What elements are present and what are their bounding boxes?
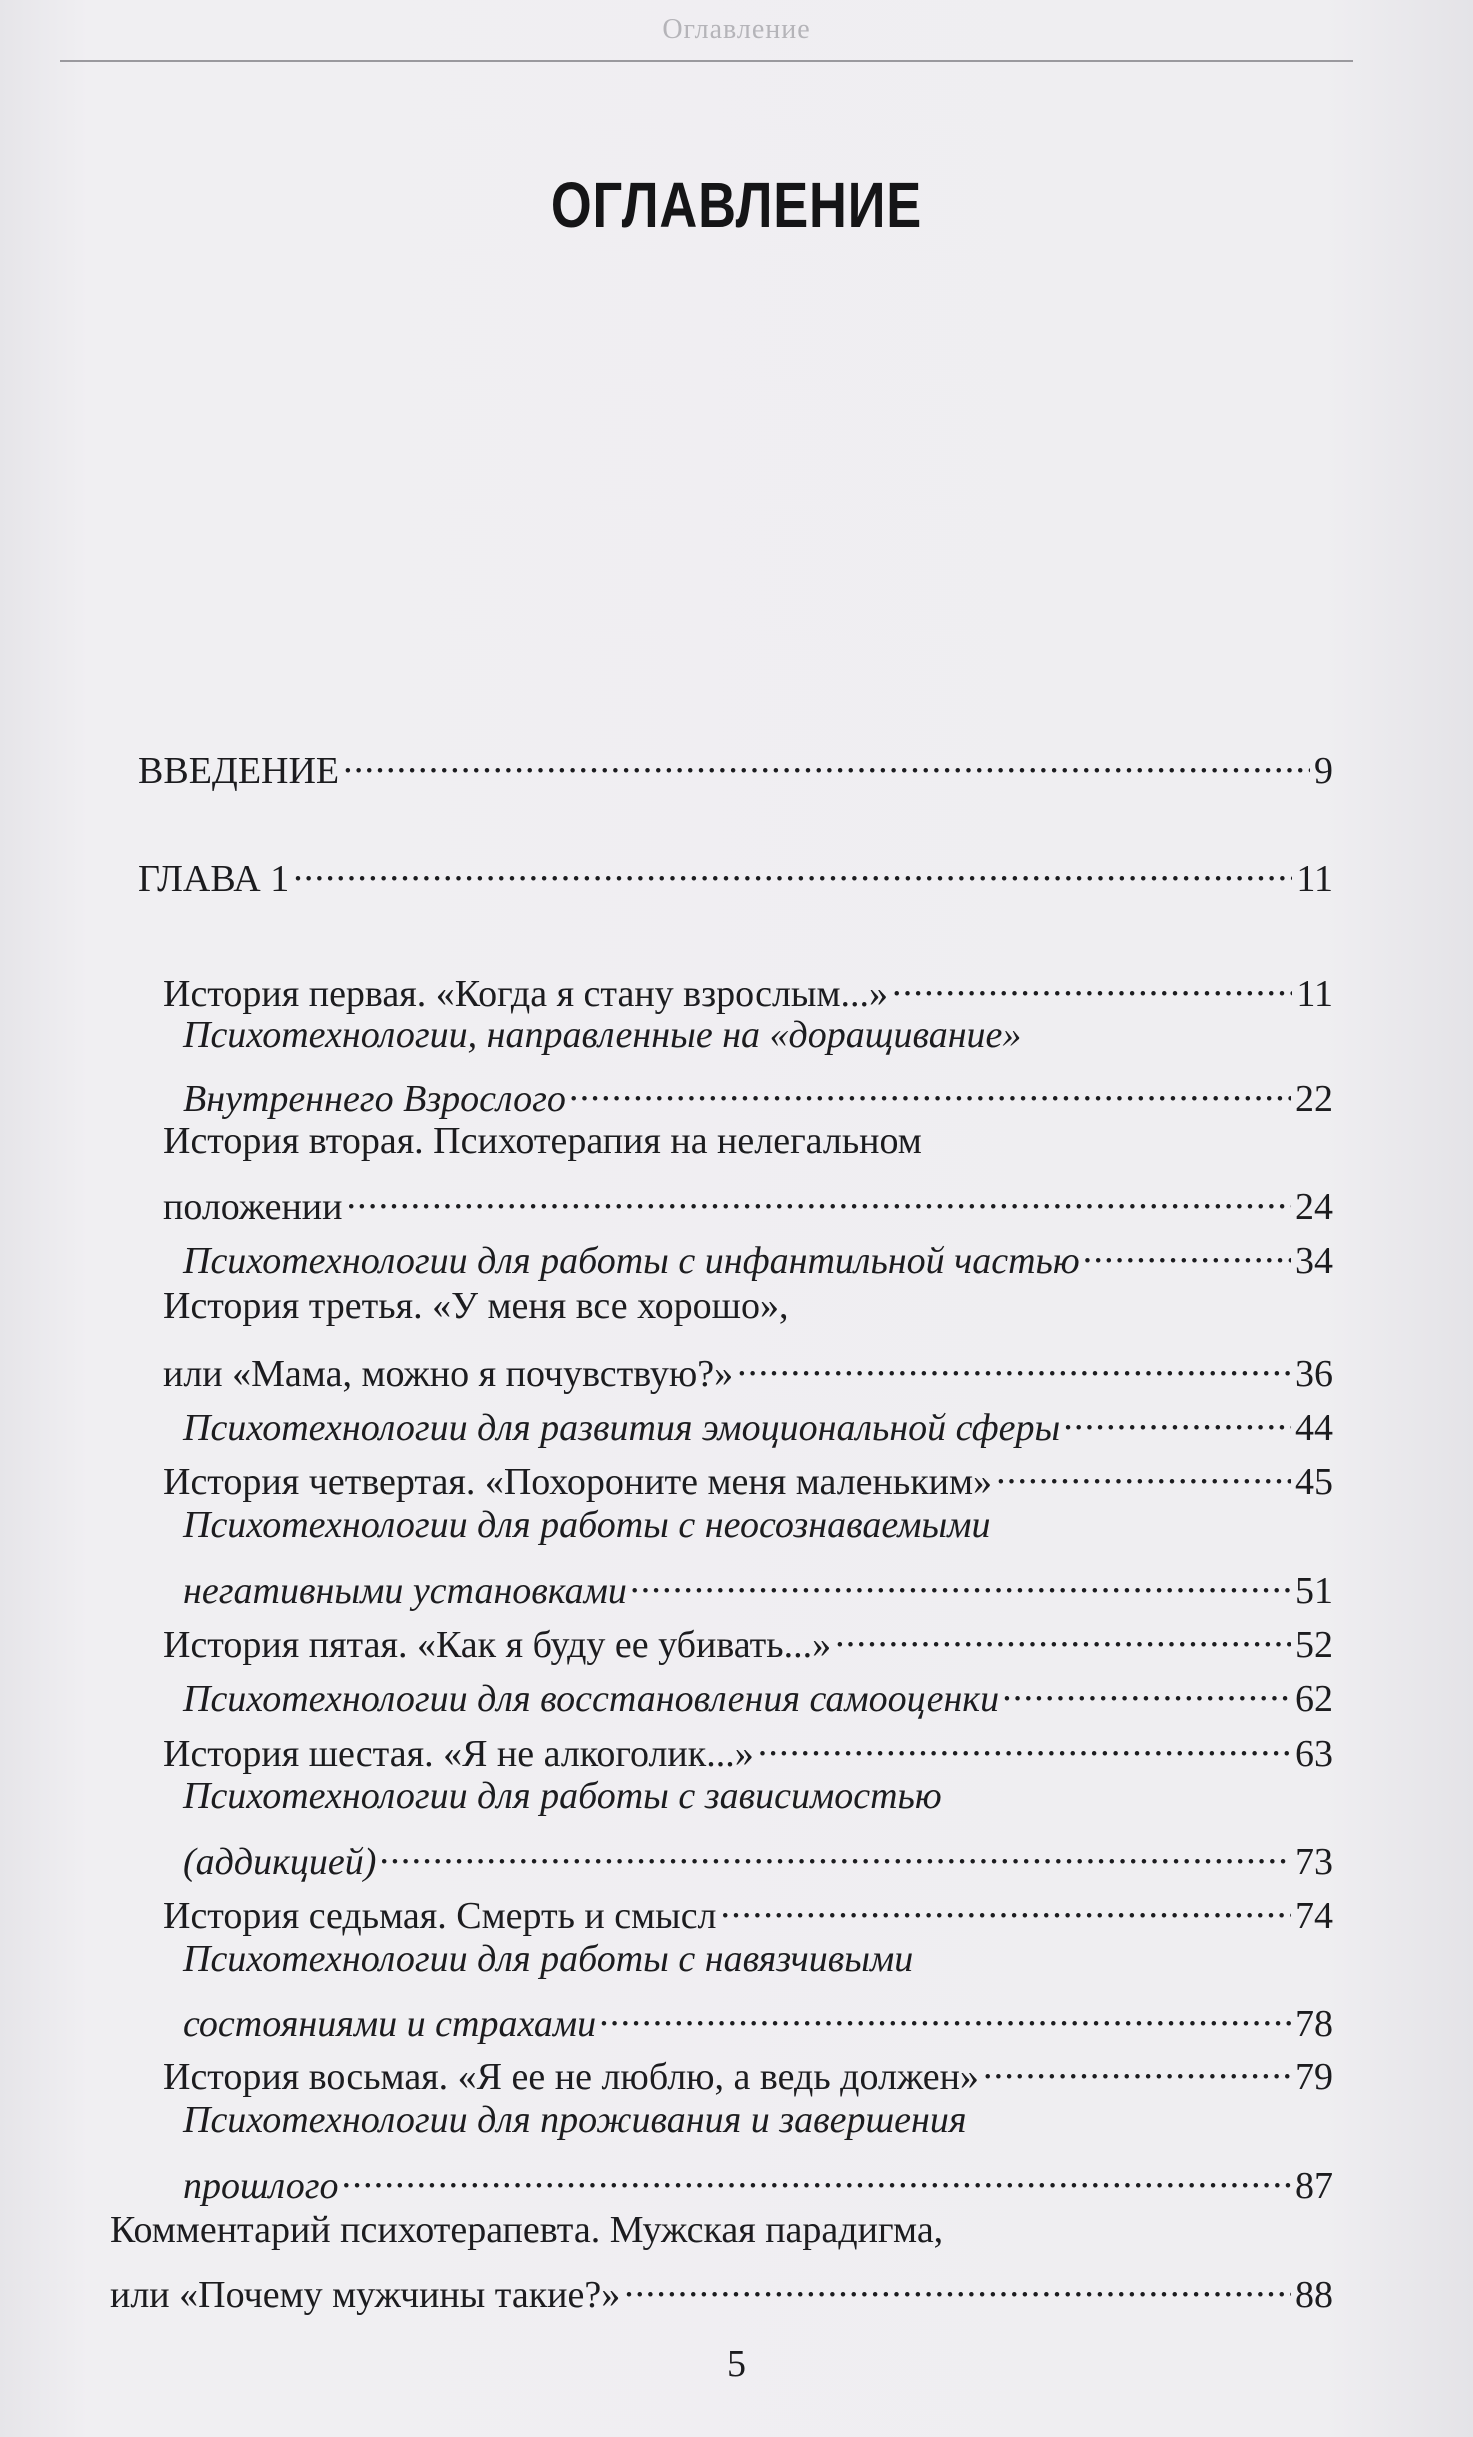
toc-entry-introduction[interactable] xyxy=(138,737,1333,794)
toc-entry-title: История четвертая. «Похороните меня маленьким» xyxy=(163,1461,993,1503)
toc-entry-story-4[interactable] xyxy=(163,1448,1333,1505)
toc-entry-title: История восьмая. «Я ее не люблю, а ведь должен» xyxy=(163,2056,979,2098)
toc-entry-title: или «Почему мужчины такие?» xyxy=(110,2274,621,2316)
toc-entry-title: положении xyxy=(163,1186,343,1228)
toc-entry-page: 62 xyxy=(1295,1678,1333,1720)
toc-entry-title: Психотехнологии для развития эмоциональной сферы xyxy=(183,1407,1061,1449)
toc-entry-story-1[interactable] xyxy=(163,960,1333,1017)
dot-leader xyxy=(293,845,1292,891)
toc-entry-title: прошлого xyxy=(183,2165,339,2207)
toc-entry-page: 45 xyxy=(1295,1461,1333,1503)
dot-leader xyxy=(624,2261,1291,2307)
toc-entry-page: 51 xyxy=(1295,1570,1333,1612)
toc-entry-commentary[interactable] xyxy=(110,2261,1333,2318)
toc-entry-title: Психотехнологии для восстановления самооценки xyxy=(183,1678,1000,1720)
dot-leader xyxy=(835,1611,1291,1657)
page-number: 5 xyxy=(727,2343,746,2385)
toc-entry-story-3[interactable] xyxy=(163,1340,1333,1397)
dot-leader xyxy=(996,1448,1291,1494)
dot-leader xyxy=(758,1720,1291,1766)
toc-entry-page: 44 xyxy=(1295,1407,1333,1449)
dot-leader xyxy=(343,2152,1291,2198)
toc-entry-line1[interactable]: Психотехнологии для работы с неосознаваемыми xyxy=(183,1504,991,1546)
toc-entry-line1[interactable]: История третья. «У меня все хорошо», xyxy=(163,1285,789,1327)
toc-entry-title: Психотехнологии для работы с инфантильной частью xyxy=(183,1240,1080,1282)
toc-entry-page: 36 xyxy=(1295,1353,1333,1395)
toc-entry-page: 34 xyxy=(1295,1240,1333,1282)
dot-leader xyxy=(892,960,1292,1006)
toc-entry-techniques-8[interactable] xyxy=(183,2152,1333,2209)
toc-entry-story-2[interactable] xyxy=(163,1173,1333,1230)
toc-entry-story-6[interactable] xyxy=(163,1720,1333,1777)
toc-entry-story-5[interactable] xyxy=(163,1611,1333,1668)
toc-entry-title: Внутреннего Взрослого xyxy=(183,1078,566,1120)
toc-entry-page: 88 xyxy=(1295,2274,1333,2316)
dot-leader xyxy=(343,737,1310,783)
toc-entry-chapter-1[interactable] xyxy=(138,845,1333,902)
toc-entry-techniques-6[interactable] xyxy=(183,1828,1333,1885)
toc-entry-page: 11 xyxy=(1296,858,1333,900)
toc-entry-title: История шестая. «Я не алкоголик...» xyxy=(163,1733,754,1775)
toc-entry-story-7[interactable] xyxy=(163,1882,1333,1939)
toc-entry-techniques-4[interactable] xyxy=(183,1557,1333,1614)
dot-leader xyxy=(1064,1394,1291,1440)
toc-entry-line1[interactable]: Психотехнологии, направленные на «доращивание» xyxy=(183,1014,1022,1056)
dot-leader xyxy=(737,1340,1291,1386)
toc-entry-line1[interactable]: История вторая. Психотерапия на нелегальном xyxy=(163,1120,922,1162)
toc-entry-page: 78 xyxy=(1295,2003,1333,2045)
toc-entry-page: 22 xyxy=(1295,1078,1333,1120)
toc-entry-techniques-3[interactable] xyxy=(183,1394,1333,1451)
dot-leader xyxy=(1084,1227,1291,1273)
toc-entry-title: негативными установками xyxy=(183,1570,627,1612)
toc-entry-title: История пятая. «Как я буду ее убивать...» xyxy=(163,1624,832,1666)
toc-entry-title: История первая. «Когда я стану взрослым...» xyxy=(163,973,888,1015)
toc-entry-title: ГЛАВА 1 xyxy=(138,858,290,900)
toc-entry-page: 87 xyxy=(1295,2165,1333,2207)
toc-entry-line1[interactable]: Психотехнологии для работы с зависимостью xyxy=(183,1775,942,1817)
toc-entry-title: (аддикцией) xyxy=(183,1841,377,1883)
toc-entry-page: 63 xyxy=(1295,1733,1333,1775)
toc-entry-story-8[interactable] xyxy=(163,2043,1333,2100)
toc-entry-line1[interactable]: Психотехнологии для работы с навязчивыми xyxy=(183,1938,914,1980)
toc-entry-title: ВВЕДЕНИЕ xyxy=(138,750,340,792)
page-title: ОГЛАВЛЕНИЕ xyxy=(550,169,923,241)
toc-entry-title: состояниями и страхами xyxy=(183,2003,597,2045)
toc-entry-techniques-1[interactable] xyxy=(183,1065,1333,1122)
dot-leader xyxy=(631,1557,1291,1603)
toc-entry-techniques-5[interactable] xyxy=(183,1665,1333,1722)
toc-entry-page: 24 xyxy=(1295,1186,1333,1228)
dot-leader xyxy=(721,1882,1291,1928)
toc-entry-page: 52 xyxy=(1295,1624,1333,1666)
toc-entry-line1[interactable]: Комментарий психотерапевта. Мужская парадигма, xyxy=(110,2209,944,2251)
dot-leader xyxy=(570,1065,1291,1111)
toc-entry-page: 11 xyxy=(1296,973,1333,1015)
dot-leader xyxy=(346,1173,1291,1219)
dot-leader xyxy=(380,1828,1291,1874)
toc-entry-techniques-7[interactable] xyxy=(183,1990,1333,2047)
toc-entry-page: 74 xyxy=(1295,1895,1333,1937)
toc-entry-page: 9 xyxy=(1314,750,1333,792)
toc-entry-techniques-2[interactable] xyxy=(183,1227,1333,1284)
running-head: Оглавление xyxy=(662,14,811,45)
toc-entry-title: или «Мама, можно я почувствую?» xyxy=(163,1353,734,1395)
dot-leader xyxy=(600,1990,1291,2036)
toc-entry-line1[interactable]: Психотехнологии для проживания и завершения xyxy=(183,2099,967,2141)
toc-entry-page: 79 xyxy=(1295,2056,1333,2098)
toc-entry-page: 73 xyxy=(1295,1841,1333,1883)
dot-leader xyxy=(983,2043,1291,2089)
toc-entry-title: История седьмая. Смерть и смысл xyxy=(163,1895,717,1937)
dot-leader xyxy=(1003,1665,1291,1711)
